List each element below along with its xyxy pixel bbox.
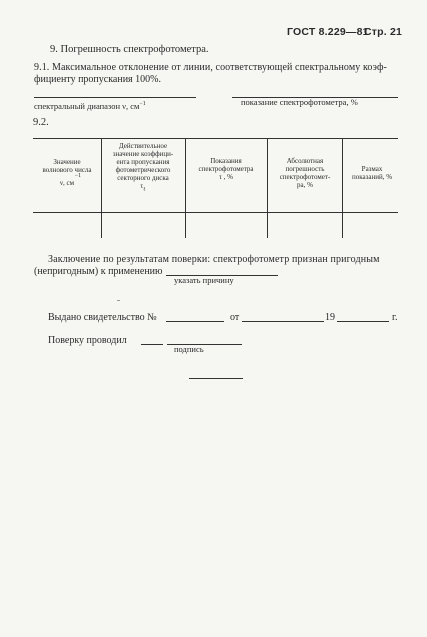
- table-header-wavenumber: Значение волнового числа −1 ν, см: [42, 158, 92, 187]
- conclusion-line1: Заключение по результатам поверки: спектрофотометр признан пригодным: [48, 254, 380, 265]
- reason-caption: указать причину: [174, 275, 234, 285]
- certificate-year: 19: [325, 312, 335, 323]
- section-9-2-label: 9.2.: [33, 117, 49, 128]
- signature-caption: подпись: [174, 344, 204, 354]
- table-header-transmittance: Действительное значение коэффици- ента пропускания фотометрического секторного диска $\tau_\ell$: [112, 142, 174, 193]
- table-divider-4: [342, 138, 343, 238]
- section-9-1-line1: 9.1. Максимальное отклонение от линии, соответствующей спектральному коэф-: [34, 62, 387, 73]
- certificate-g: г.: [392, 312, 398, 323]
- standard-code: ГОСТ 8.229—81: [287, 26, 369, 38]
- section-9-1-line2: фициенту пропускания 100%.: [34, 74, 161, 85]
- table-header-abs-error: Абсолютная погрешность спектрофотомет- ра, %: [279, 157, 331, 189]
- page-number: Стр. 21: [364, 26, 403, 38]
- reading-caption: показание спектрофотометра, %: [241, 97, 358, 107]
- verifier-blank-1: [141, 344, 163, 345]
- table-top-border: [33, 138, 398, 139]
- certificate-date-blank: [242, 321, 324, 322]
- speck: [117, 300, 120, 301]
- table-divider-2: [185, 138, 186, 238]
- table-header-border: [33, 212, 398, 213]
- table-header-readings: Показания спектрофотометра τ , %: [198, 157, 254, 181]
- certificate-number-blank: [166, 321, 224, 322]
- verifier-label: Поверку проводил: [48, 335, 127, 346]
- end-rule: [189, 378, 243, 379]
- certificate-from: от: [230, 312, 240, 323]
- spectral-range-caption: спектральный диапазон ν, $см^{-1}$: [34, 101, 146, 111]
- table-header-spread: Размах показаний, %: [351, 165, 393, 181]
- certificate-year-blank: [337, 321, 389, 322]
- section-9-title: 9. Погрешность спектрофотометра.: [50, 44, 209, 55]
- spectral-range-blank: [34, 97, 196, 98]
- conclusion-line2: (непригодным) к применению: [34, 266, 163, 277]
- certificate-label: Выдано свидетельство №: [48, 312, 157, 323]
